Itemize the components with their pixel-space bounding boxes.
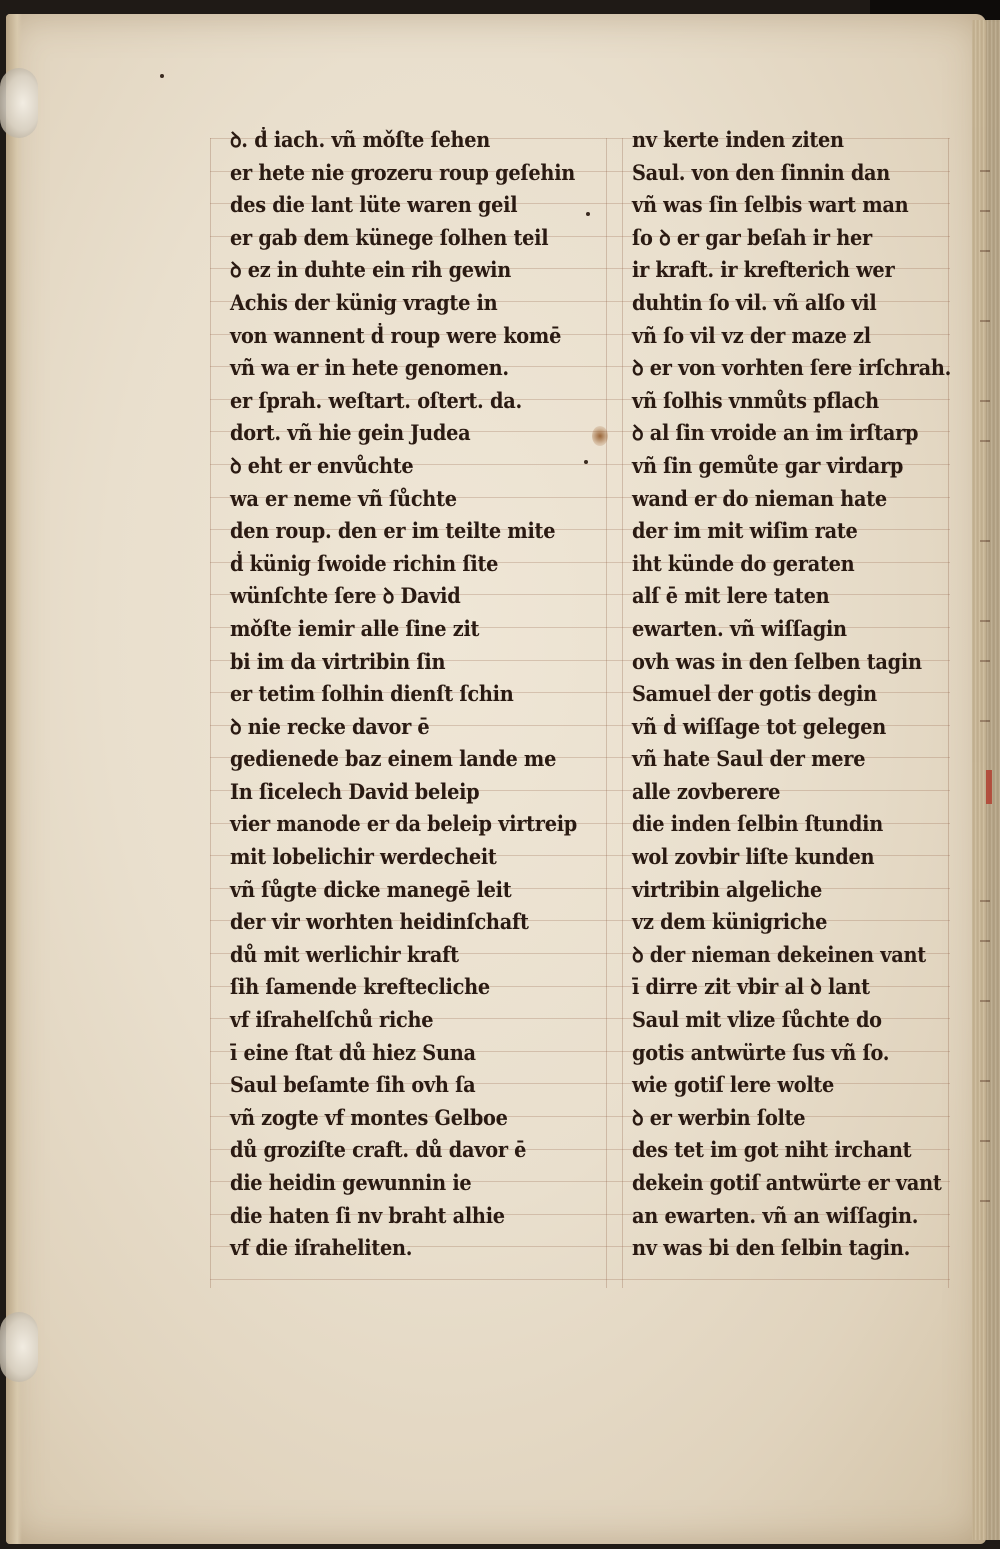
right-column-line: duhtin ſo vil. vñ alſo vil bbox=[632, 289, 877, 315]
left-column-line: In ſicelech David beleip bbox=[230, 778, 480, 804]
right-column-line: Saul. von den ſinnin dan bbox=[632, 159, 891, 185]
right-column-line: die inden ſelbin ſtundin bbox=[632, 811, 884, 837]
right-column-line: vñ ḋ wiſſage tot gelegen bbox=[632, 713, 886, 739]
right-column-line: ewarten. vñ wiſſagin bbox=[632, 615, 847, 641]
right-column-line: ꝺ er werbin ſolte bbox=[632, 1104, 806, 1130]
right-column-line: ir kraft. ir krefterich wer bbox=[632, 257, 895, 283]
left-column-line: Saul beſamte ſih ovh ſa bbox=[230, 1072, 476, 1098]
right-column-line: Samuel der gotis degin bbox=[632, 681, 877, 707]
left-column-line: ꝺ. ḋ iach. vñ mǒſte ſehen bbox=[230, 127, 491, 152]
left-column-line: vier manode er da beleip virtreip bbox=[230, 811, 578, 837]
right-column-line: vñ ſin gemůte gar virdarp bbox=[632, 452, 904, 478]
left-column-line: vf die iſraheliten. bbox=[230, 1235, 413, 1261]
ink-stain bbox=[592, 426, 608, 446]
left-column-line: vñ wa er in hete genomen. bbox=[230, 355, 509, 381]
left-column-line: er hete nie grozeru roup geſehin bbox=[230, 159, 576, 185]
right-column-line: nv was bi den ſelbin tagin. bbox=[632, 1235, 911, 1261]
left-column-line: ꝺ ez in duhte ein rih gewin bbox=[230, 257, 512, 283]
right-column-line: vñ hate Saul der mere bbox=[632, 746, 866, 772]
left-column-line: mǒſte iemir alle ſine zit bbox=[230, 615, 480, 641]
left-column-line: vñ zogte vf montes Gelboe bbox=[230, 1104, 508, 1130]
right-column-line: ī dirre zit vbir al ꝺ lant bbox=[632, 974, 870, 1000]
right-column-line: wand er do nieman hate bbox=[632, 485, 887, 511]
binding-hole-bottom bbox=[0, 1312, 38, 1382]
left-column-line: vñ ſůgte dicke manegē leit bbox=[230, 876, 512, 902]
left-column-line: ꝺ nie recke davor ē bbox=[230, 713, 430, 739]
right-column-line: alle zovberere bbox=[632, 778, 781, 804]
left-column-line: vf iſrahelſchů riche bbox=[230, 1007, 434, 1033]
left-column-line: bi im da virtribin ſin bbox=[230, 648, 446, 674]
right-column-line: iht künde do geraten bbox=[632, 550, 855, 576]
left-column-line: mit lobelichir werdecheit bbox=[230, 844, 497, 870]
ink-dot bbox=[160, 74, 164, 78]
left-column-line: gedienede baz einem lande me bbox=[230, 746, 557, 772]
left-column-line: wünſchte ſere ꝺ David bbox=[230, 583, 461, 609]
left-column-line: ꝺ eht er envůchte bbox=[230, 452, 414, 478]
left-column-line: des die lant lüte waren geil bbox=[230, 192, 518, 218]
right-column-line: nv kerte inden ziten bbox=[632, 127, 844, 152]
right-column-line: virtribin algeliche bbox=[632, 876, 823, 902]
right-column-line: wol zovbir liſte kunden bbox=[632, 844, 875, 870]
left-column-line: Achis der künig vragte in bbox=[230, 289, 498, 315]
left-column-line: ī eine ſtat dů hiez Suna bbox=[230, 1039, 476, 1065]
left-column-line: die haten ſi nv braht alhie bbox=[230, 1202, 505, 1228]
right-column-line: dekein gotiſ antwürte er vant bbox=[632, 1170, 942, 1195]
right-column-line: alſ ē mit lere taten bbox=[632, 583, 830, 609]
left-column-line: dů mit werlichir kraft bbox=[230, 941, 459, 967]
right-column-line: vñ ſo vil vz der maze zl bbox=[632, 322, 871, 348]
right-column-line: ꝺ al ſin vroide an im irſtarp bbox=[632, 420, 919, 446]
ink-dot bbox=[586, 212, 590, 216]
left-column-line: wa er neme vñ ſůchte bbox=[230, 485, 457, 511]
right-column-line: vñ was ſin ſelbis wart man bbox=[632, 192, 909, 218]
left-text-column bbox=[230, 124, 610, 1265]
red-marginal-mark bbox=[986, 770, 992, 804]
left-column-line: den roup. den er im teilte mite bbox=[230, 518, 556, 544]
right-column-line: gotis antwürte ſus vñ ſo. bbox=[632, 1039, 890, 1065]
right-column-line: ſo ꝺ er gar beſah ir her bbox=[632, 224, 872, 250]
left-column-line: dort. vñ hie gein Judea bbox=[230, 420, 471, 446]
right-column-line: vz dem künigriche bbox=[632, 909, 828, 935]
left-column-line: die heidin gewunnin ie bbox=[230, 1170, 472, 1195]
right-column-line: ꝺ der nieman dekeinen vant bbox=[632, 941, 926, 967]
right-text-column bbox=[632, 124, 962, 1265]
ink-dot bbox=[584, 460, 588, 464]
left-column-line: er ſprah. weſtart. oſtert. da. bbox=[230, 387, 522, 413]
right-column-line: Saul mit vlize ſůchte do bbox=[632, 1007, 882, 1033]
right-column-line: an ewarten. vñ an wiſſagin. bbox=[632, 1202, 919, 1228]
right-column-line: wie gotiſ lere wolte bbox=[632, 1072, 835, 1098]
left-column-line: dů groziſte craft. dů davor ē bbox=[230, 1137, 527, 1163]
left-column-line: er gab dem künege ſolhen teil bbox=[230, 224, 549, 250]
binding-hole-top bbox=[0, 68, 38, 138]
right-column-line: ꝺ er von vorhten ſere irſchrah. bbox=[632, 355, 952, 381]
left-column-line: ḋ künig ſwoide richin ſite bbox=[230, 550, 499, 576]
left-column-line: der vir worhten heidinſchaft bbox=[230, 909, 529, 935]
left-column-line: von wannent ḋ roup were komē bbox=[230, 322, 562, 348]
right-column-line: des tet im got niht irchant bbox=[632, 1137, 912, 1163]
right-column-line: der im mit wiſim rate bbox=[632, 518, 858, 544]
right-column-line: vñ ſolhis vnmůts pflach bbox=[632, 387, 879, 413]
right-column-line: ovh was in den ſelben tagin bbox=[632, 648, 922, 674]
left-column-line: ſih ſamende kreftecliche bbox=[230, 974, 490, 1000]
left-column-line: er tetim ſolhin dienſt ſchin bbox=[230, 681, 514, 707]
